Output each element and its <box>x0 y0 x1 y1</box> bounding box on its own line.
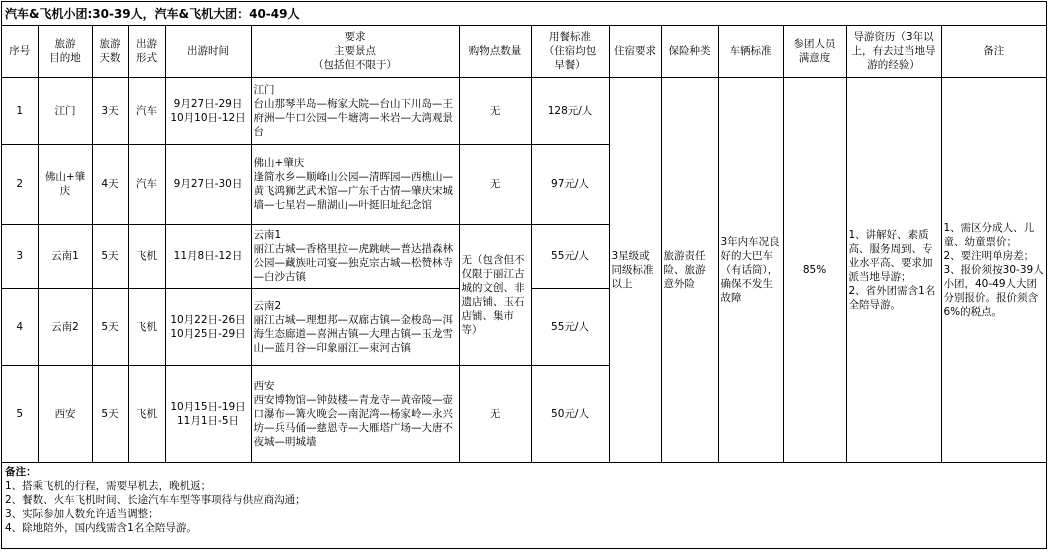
note-item: 2、餐数、火车飞机时间、长途汽车车型等事项待与供应商沟通； <box>5 494 306 506</box>
cell-seq: 1 <box>2 77 38 144</box>
header-row <box>2 26 1046 77</box>
cell-req: 西安 西安博物馆—钟鼓楼—青龙寺—黄帝陵—壶口瀑布—篝火晚会—南泥湾—杨家岭—永兴坊—兵马俑—慈恩寺—大雁塔广场—大唐不夜城—明城墙 <box>251 365 459 462</box>
cell-days: 4天 <box>92 144 128 224</box>
note-item: 4、除地陪外，国内线需含1名全陪导游。 <box>5 522 197 534</box>
note-item: 1、搭乘飞机的行程，需要早机去，晚机返； <box>5 480 212 492</box>
cell-shop: 无 <box>459 365 531 462</box>
header-meal: 用餐标准 （住宿均包 早餐） <box>531 26 609 77</box>
cell-dest: 云南1 <box>38 224 92 288</box>
cell-meal: 128元/人 <box>531 77 609 144</box>
cell-time: 10月15日-19日 11月1日-5日 <box>165 365 251 462</box>
cell-seq: 2 <box>2 144 38 224</box>
cell-req: 云南2 丽江古城—理想邦—双廊古镇—金梭岛—洱海生态廊道—喜洲古镇—大理古镇—玉龙雪山—蓝月谷—印象丽江—束河古镇 <box>251 288 459 365</box>
cell-guide: 1、讲解好、素质高、服务周到、专业水平高、要求加派当地导游； 2、省外团需含1名全陪导游。 <box>846 77 941 462</box>
cell-shop: 无 <box>459 77 531 144</box>
header-ins: 保险种类 <box>661 26 718 77</box>
header-mode: 出游 形式 <box>128 26 165 77</box>
header-sat: 参团人员 满意度 <box>783 26 846 77</box>
cell-shop: 无 <box>459 144 531 224</box>
table-row <box>2 77 1046 144</box>
cell-mode: 汽车 <box>128 77 165 144</box>
cell-days: 5天 <box>92 288 128 365</box>
header-seq-text: 序号 <box>9 45 31 58</box>
cell-shop-merged: 无（包含但不仅限于丽江古城的文创、非遗店铺、玉石店铺、集市等） <box>459 224 531 365</box>
cell-stay: 3星级或同级标准以上 <box>609 77 661 462</box>
cell-seq: 4 <box>2 288 38 365</box>
cell-dest: 云南2 <box>38 288 92 365</box>
cell-remark: 1、需区分成人、儿童、幼童票价； 2、要注明单房差； 3、报价须按30-39人小团，40-49人大团分别报价。报价须含6%的税点。 <box>941 77 1046 462</box>
cell-mode: 飞机 <box>128 288 165 365</box>
cell-mode: 汽车 <box>128 144 165 224</box>
cell-insurance: 旅游责任险、旅游意外险 <box>661 77 718 462</box>
sheet-title: 汽车&飞机小团:30-39人，汽车&飞机大团：40-49人 <box>2 2 1046 26</box>
cell-req: 云南1 丽江古城—香格里拉—虎跳峡—普达措森林公园—藏族吐司宴—独克宗古城—松赞林寺—白沙古镇 <box>251 224 459 288</box>
cell-days: 5天 <box>92 224 128 288</box>
cell-mode: 飞机 <box>128 365 165 462</box>
cell-time: 11月8日-12日 <box>165 224 251 288</box>
cell-time: 9月27日-29日 10月10日-12日 <box>165 77 251 144</box>
cell-meal: 55元/人 <box>531 224 609 288</box>
itinerary-sheet <box>1 1 1047 549</box>
itinerary-table <box>2 26 1046 463</box>
header-stay: 住宿要求 <box>609 26 661 77</box>
cell-meal: 55元/人 <box>531 288 609 365</box>
header-shop: 购物点数量 <box>459 26 531 77</box>
cell-dest: 佛山+肇庆 <box>38 144 92 224</box>
header-car: 车辆标准 <box>718 26 783 77</box>
header-guide: 导游资历（3年以上，有去过当地导游的经验） <box>846 26 941 77</box>
cell-meal: 97元/人 <box>531 144 609 224</box>
cell-meal: 50元/人 <box>531 365 609 462</box>
header-time: 出游时间 <box>165 26 251 77</box>
cell-dest: 江门 <box>38 77 92 144</box>
header-remark: 备注 <box>941 26 1046 77</box>
header-seq <box>2 26 38 77</box>
notes-title: 备注： <box>5 466 37 478</box>
header-dest: 旅游 目的地 <box>38 26 92 77</box>
cell-req: 佛山+肇庆 逢简水乡—顺峰山公园—清晖园—西樵山—黄飞鸿狮艺武术馆—广东千古情—肇庆宋城墙—七星岩—鼎湖山—叶挺旧址纪念馆 <box>251 144 459 224</box>
cell-vehicle: 3年内车况良好的大巴车（有话筒），确保不发生故障 <box>718 77 783 462</box>
cell-satisfaction: 85% <box>783 77 846 462</box>
header-req: 要求 主要景点 （包括但不限于） <box>251 26 459 77</box>
notes-block <box>5 465 306 535</box>
cell-dest: 西安 <box>38 365 92 462</box>
cell-time: 10月22日-26日 10月25日-29日 <box>165 288 251 365</box>
note-item: 3、实际参加人数允许适当调整； <box>5 508 159 520</box>
cell-seq: 3 <box>2 224 38 288</box>
cell-days: 5天 <box>92 365 128 462</box>
cell-mode: 飞机 <box>128 224 165 288</box>
header-days: 旅游 天数 <box>92 26 128 77</box>
cell-days: 3天 <box>92 77 128 144</box>
cell-seq: 5 <box>2 365 38 462</box>
cell-time: 9月27日-30日 <box>165 144 251 224</box>
cell-req: 江门 台山那琴半岛—梅家大院—台山下川岛—王府洲—牛口公园—牛塘湾—米岩—大湾观景台 <box>251 77 459 144</box>
